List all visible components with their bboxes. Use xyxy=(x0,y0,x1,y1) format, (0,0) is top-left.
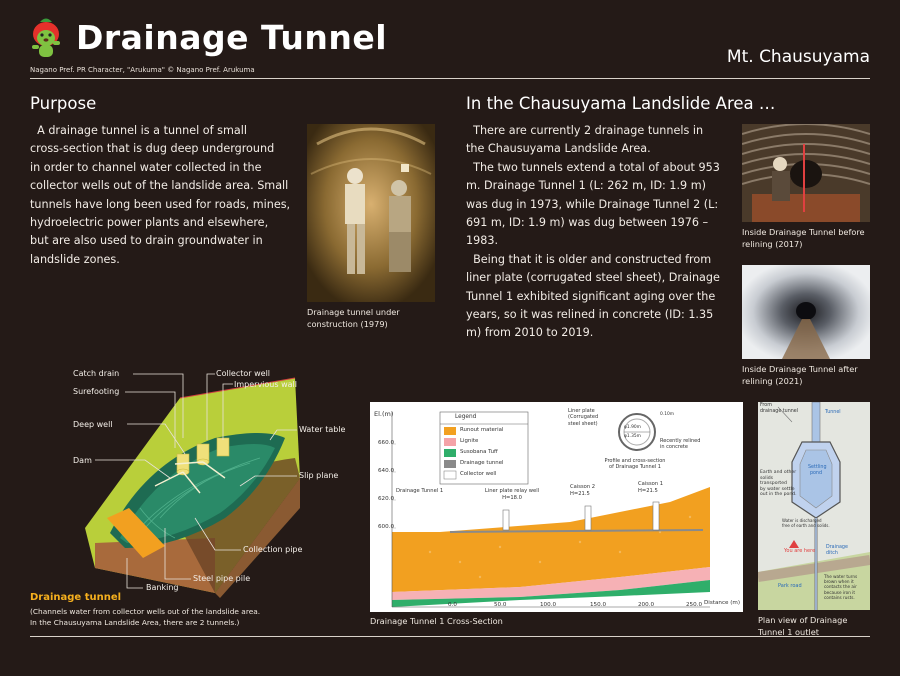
note-line: transported xyxy=(760,481,787,487)
plan-view-caption xyxy=(758,615,847,638)
construction-photo xyxy=(307,124,435,302)
label-surefooting: Surefooting xyxy=(73,387,120,396)
x-tick-label: 150.0 xyxy=(590,602,607,608)
label-water-table: Water table xyxy=(299,425,346,434)
text-line: m. Drainage Tunnel 1 (L: 262 m, ID: 1.9 m) xyxy=(466,179,706,193)
note-line: Water is discharged xyxy=(782,518,822,523)
text-line: in order to channel water collected in the xyxy=(30,160,262,174)
note-line: out in the pond. xyxy=(760,492,797,498)
y-tick-label: 600.0 xyxy=(378,524,395,530)
purpose-heading: Purpose xyxy=(30,94,97,113)
note-line: Recently relined xyxy=(660,438,701,444)
label-collector-well: Collector well xyxy=(216,369,271,378)
y-tick-label: 620.0 xyxy=(378,496,395,502)
relined-note xyxy=(660,438,700,451)
text-line: years, so it was relined in concrete (ID: 1.35 xyxy=(466,308,714,322)
note-line: H=18.0 xyxy=(502,494,522,501)
note-line: contains rusts. xyxy=(824,594,855,600)
caisson-1-label xyxy=(638,481,663,494)
cross-section-caption: Drainage Tunnel 1 Cross-Section xyxy=(370,616,503,626)
settling-pond-label xyxy=(808,465,827,477)
note-line: H=21.5 xyxy=(570,490,590,497)
text-line: A drainage tunnel is a tunnel of small xyxy=(30,124,247,137)
profile-caption xyxy=(600,458,670,471)
y-tick-label: 640.0 xyxy=(378,468,395,474)
note-line: pond xyxy=(809,470,823,476)
label-collection-pipe: Collection pipe xyxy=(243,545,303,554)
text-line: the Chausuyama Landslide Area. xyxy=(466,142,651,156)
note-line: Settling xyxy=(808,465,827,470)
text-line: tunnels have long been used for roads, mines, xyxy=(30,197,291,211)
legend-item: Runout material xyxy=(460,427,504,433)
liner-plate-note xyxy=(568,408,598,427)
caption-line: Inside Drainage Tunnel after xyxy=(742,364,858,374)
header-divider xyxy=(30,78,870,79)
note-line: From xyxy=(760,403,772,408)
label-banking: Banking xyxy=(146,583,179,592)
text-line: was dug in 1973, while Drainage Tunnel 2 (L: xyxy=(466,197,719,211)
note-line: contacts the air xyxy=(824,584,857,590)
page-title: Drainage Tunnel xyxy=(76,18,388,57)
note-line: of Drainage Tunnel 1 xyxy=(609,464,661,471)
text-line: Tunnel 1 exhibited significant aging over the xyxy=(466,289,716,303)
caption-line: construction (1979) xyxy=(307,318,388,329)
location-label: Mt. Chausuyama xyxy=(726,47,870,67)
label-dam: Dam xyxy=(73,456,92,465)
x-tick-label: 0.0 xyxy=(448,602,457,608)
area-text xyxy=(466,122,736,343)
tunnel-before-photo xyxy=(742,124,870,222)
note-line: Earth and other xyxy=(760,470,797,475)
note-line: Liner plate relay well xyxy=(484,488,540,494)
label-impervious-wall: Impervious wall xyxy=(234,380,297,389)
caption-line: Inside Drainage Tunnel before xyxy=(742,227,865,237)
text-line: There are currently 2 drainage tunnels in xyxy=(466,124,704,137)
text-line: liner plate (corrugated steel sheet), Drainage xyxy=(466,271,720,285)
caption-line: Plan view of Drainage xyxy=(758,615,848,625)
diagram-caption-title: Drainage tunnel xyxy=(30,592,122,603)
note-line: Profile and cross-section xyxy=(604,458,666,464)
text-line: collector wells out of the landslide area. Small xyxy=(30,179,289,193)
relay-well-label xyxy=(482,488,542,501)
label-catch-drain: Catch drain xyxy=(73,369,120,378)
text-line: 691 m, ID: 1.9 m) was dug between 1976 – xyxy=(466,216,709,230)
cross-section-chart xyxy=(370,402,743,612)
note-line: The water turns xyxy=(824,574,858,579)
text-line: The two tunnels extend a total of about 953 xyxy=(466,160,720,174)
caption-line: Drainage tunnel under xyxy=(307,307,400,317)
profile-inner-dim: φ1.35m xyxy=(624,434,641,439)
brown-water-note xyxy=(824,574,857,600)
label-steel-pipe-pile: Steel pipe pile xyxy=(193,574,251,583)
profile-outer-dim: φ1.90m xyxy=(624,425,641,430)
note-line: free of earth and solids. xyxy=(782,523,830,528)
legend-item: Drainage tunnel xyxy=(460,460,504,466)
legend-title: Legend xyxy=(455,414,477,420)
caption-line: In the Chausuyama Landslide Area, there are 2 tunnels.) xyxy=(30,618,240,627)
diagram-caption xyxy=(30,606,260,628)
earth-settle-note xyxy=(760,470,797,498)
label-slip-plane: Slip plane xyxy=(299,471,339,480)
you-are-here-label: You are here xyxy=(784,548,816,554)
text-line: landslide zones. xyxy=(30,252,120,266)
construction-photo-caption xyxy=(307,307,400,330)
character-credit: Nagano Pref. PR Character, "Arukuma" © Nagano Pref. Arukuma xyxy=(30,66,255,74)
text-line: 1983. xyxy=(466,234,499,248)
caption-line: relining (2021) xyxy=(742,375,803,386)
x-tick-label: 100.0 xyxy=(540,602,557,608)
note-line: drainage tunnel xyxy=(760,408,799,414)
tunnel-before-caption xyxy=(742,227,865,250)
y-tick-label: 660.0 xyxy=(378,440,395,446)
note-line: Caisson 1 xyxy=(638,481,664,487)
tunnel-label: Drainage Tunnel 1 xyxy=(396,488,444,494)
text-line: m) from 2010 to 2019. xyxy=(466,326,594,340)
purpose-text xyxy=(30,122,300,269)
note-line: brown when it xyxy=(824,579,854,585)
note-line: (Corrugated xyxy=(568,414,599,421)
caption-line: Tunnel 1 outlet xyxy=(758,626,819,637)
x-axis-label: Distance (m) xyxy=(704,600,741,606)
legend-item: Susobana Tuff xyxy=(460,449,498,455)
area-heading: In the Chausuyama Landslide Area … xyxy=(466,94,776,113)
caption-line: relining (2017) xyxy=(742,238,803,249)
legend-item: Lignite xyxy=(460,438,479,444)
tunnel-map-label: Tunnel xyxy=(825,410,841,415)
note-line: Liner plate xyxy=(568,408,595,414)
note-line: because iron it xyxy=(824,589,855,595)
note-line: Drainage xyxy=(826,545,848,550)
water-discharge-note xyxy=(782,518,830,528)
park-road-label: Park road xyxy=(778,583,802,589)
arukuma-mascot-image xyxy=(26,12,66,62)
text-line: hydroelectric power plants and elsewhere, xyxy=(30,216,269,230)
caisson-2-label xyxy=(570,484,595,497)
diagram-leader-lines xyxy=(65,368,365,598)
note-line: by water settle xyxy=(760,486,795,492)
text-line: cross-section that is dug deep underground xyxy=(30,142,275,156)
text-line: Being that it is older and constructed from xyxy=(466,252,712,266)
legend-item: Collector well xyxy=(460,471,497,477)
note-line: Caisson 2 xyxy=(570,484,596,490)
note-line: in concrete xyxy=(660,444,688,451)
note-line: solids xyxy=(760,475,774,481)
note-line: H=21.5 xyxy=(638,487,658,494)
drainage-ditch-label xyxy=(826,545,848,557)
caption-line: (Channels water from collector wells out of the landslide area. xyxy=(30,607,261,616)
label-deep-well: Deep well xyxy=(73,420,113,429)
text-line: but are also used to drain groundwater in xyxy=(30,234,263,248)
note-line: steel sheet) xyxy=(568,420,598,427)
from-tunnel-label xyxy=(760,403,798,415)
x-tick-label: 200.0 xyxy=(638,602,655,608)
tunnel-after-photo xyxy=(742,265,870,359)
profile-thickness-dim: 0.10m xyxy=(660,412,675,417)
note-line: ditch xyxy=(826,550,838,556)
y-axis-label: El.(m) xyxy=(374,410,394,418)
footer-divider xyxy=(30,636,870,637)
x-tick-label: 250.0 xyxy=(686,602,703,608)
tunnel-after-caption xyxy=(742,364,858,387)
x-tick-label: 50.0 xyxy=(494,602,507,608)
